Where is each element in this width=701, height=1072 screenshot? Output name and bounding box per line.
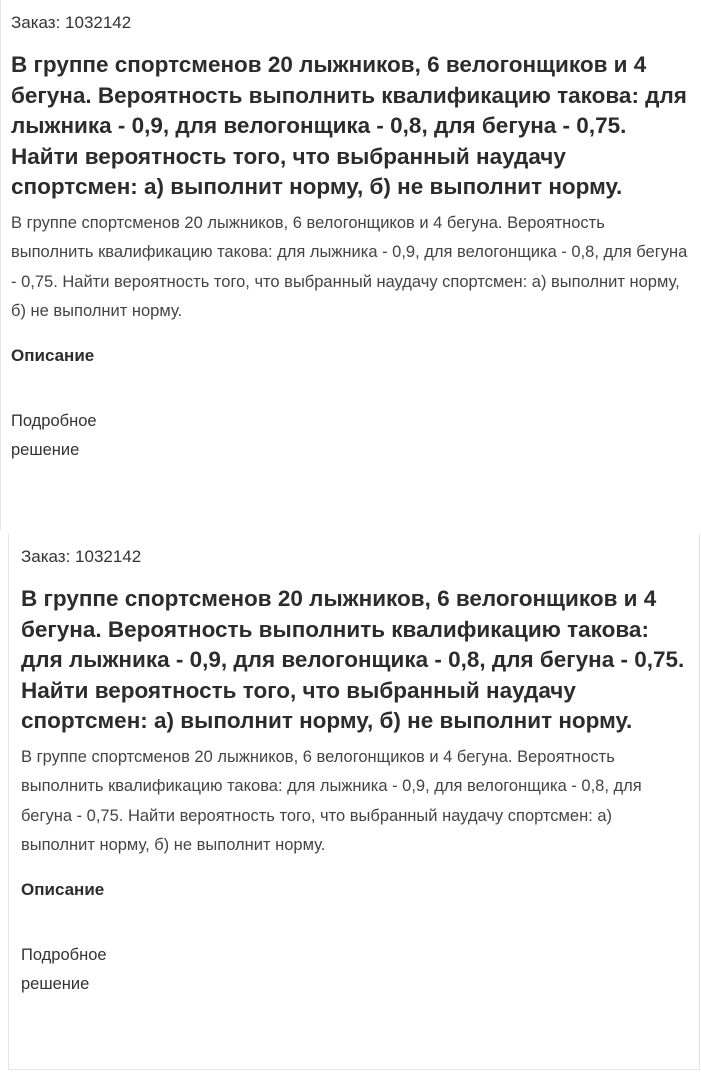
order-card-1 (0, 0, 701, 530)
order-card-2 (8, 534, 700, 1070)
detailed-solution-link[interactable]: Подробное решение (21, 945, 107, 993)
task-title: В группе спортсменов 20 лыжников, 6 велогонщиков и 4 бегуна. Вероятность выполнить квалификацию такова: для лыжника - 0,9, для велогонщика - 0,8, для бегуна - 0,75. Найти вероятность того, что выбранный наудачу спортсмен: а) выполнит норму, б) не выполнит норму. (11, 52, 687, 199)
task-description: В группе спортсменов 20 лыжников, 6 велогонщиков и 4 бегуна. Вероятность выполнить квалификацию такова: для лыжника - 0,9, для велогонщика - 0,8, для бегуна - 0,75. Найти вероятность того, что выбранный наудачу спортсмен: а) выполнит норму, б) не выполнит норму. (11, 213, 688, 320)
detailed-solution-link[interactable]: Подробное решение (11, 411, 97, 459)
task-title: В группе спортсменов 20 лыжников, 6 велогонщиков и 4 бегуна. Вероятность выполнить квалификацию такова: для лыжника - 0,9, для велогонщика - 0,8, для бегуна - 0,75. Найти вероятность того, что выбранный наудачу спортсмен: а) выполнит норму, б) не выполнит норму. (21, 586, 685, 733)
description-heading: Описание (21, 879, 105, 899)
task-description: В группе спортсменов 20 лыжников, 6 велогонщиков и 4 бегуна. Вероятность выполнить квалификацию такова: для лыжника - 0,9, для велогонщика - 0,8, для бегуна - 0,75. Найти вероятность того, что выбранный наудачу спортсмен: а) выполнит норму, б) не выполнит норму. (21, 747, 642, 854)
order-number: Заказ: 1032142 (11, 13, 132, 32)
order-number: Заказ: 1032142 (21, 547, 142, 566)
description-heading: Описание (11, 345, 95, 365)
